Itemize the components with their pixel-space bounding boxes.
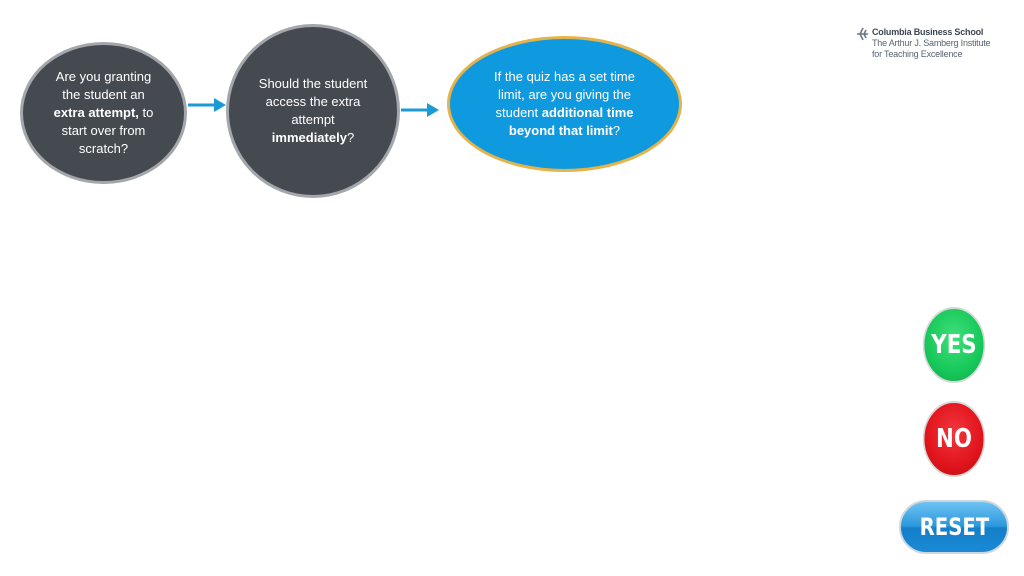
question-additional-time [447, 36, 682, 172]
question-extra-attempt-text: Are you granting the student an extra attempt, to start over from scratch? [53, 69, 154, 156]
question-immediate-access [226, 24, 400, 198]
no-button[interactable]: NO [923, 401, 985, 477]
reset-button[interactable] [899, 500, 1009, 554]
yes-button[interactable]: YES [923, 307, 985, 383]
logo-institute-name: The Arthur J. Samberg Institute [872, 38, 991, 48]
reset-button-label: RESET [919, 513, 989, 541]
question-additional-time-text: If the quiz has a set time limit, are you giving the student additional time beyond that limit? [494, 69, 635, 138]
crown-icon [855, 26, 871, 42]
right-arrow-icon [401, 102, 441, 118]
logo-school-name: Columbia Business School [872, 27, 984, 37]
columbia-business-school-logo [855, 26, 1015, 62]
right-arrow-icon [188, 97, 228, 113]
question-extra-attempt [20, 42, 187, 184]
logo-institute-subtitle: for Teaching Excellence [872, 49, 963, 59]
question-immediate-access-text: Should the student access the extra attempt immediately? [258, 76, 368, 145]
